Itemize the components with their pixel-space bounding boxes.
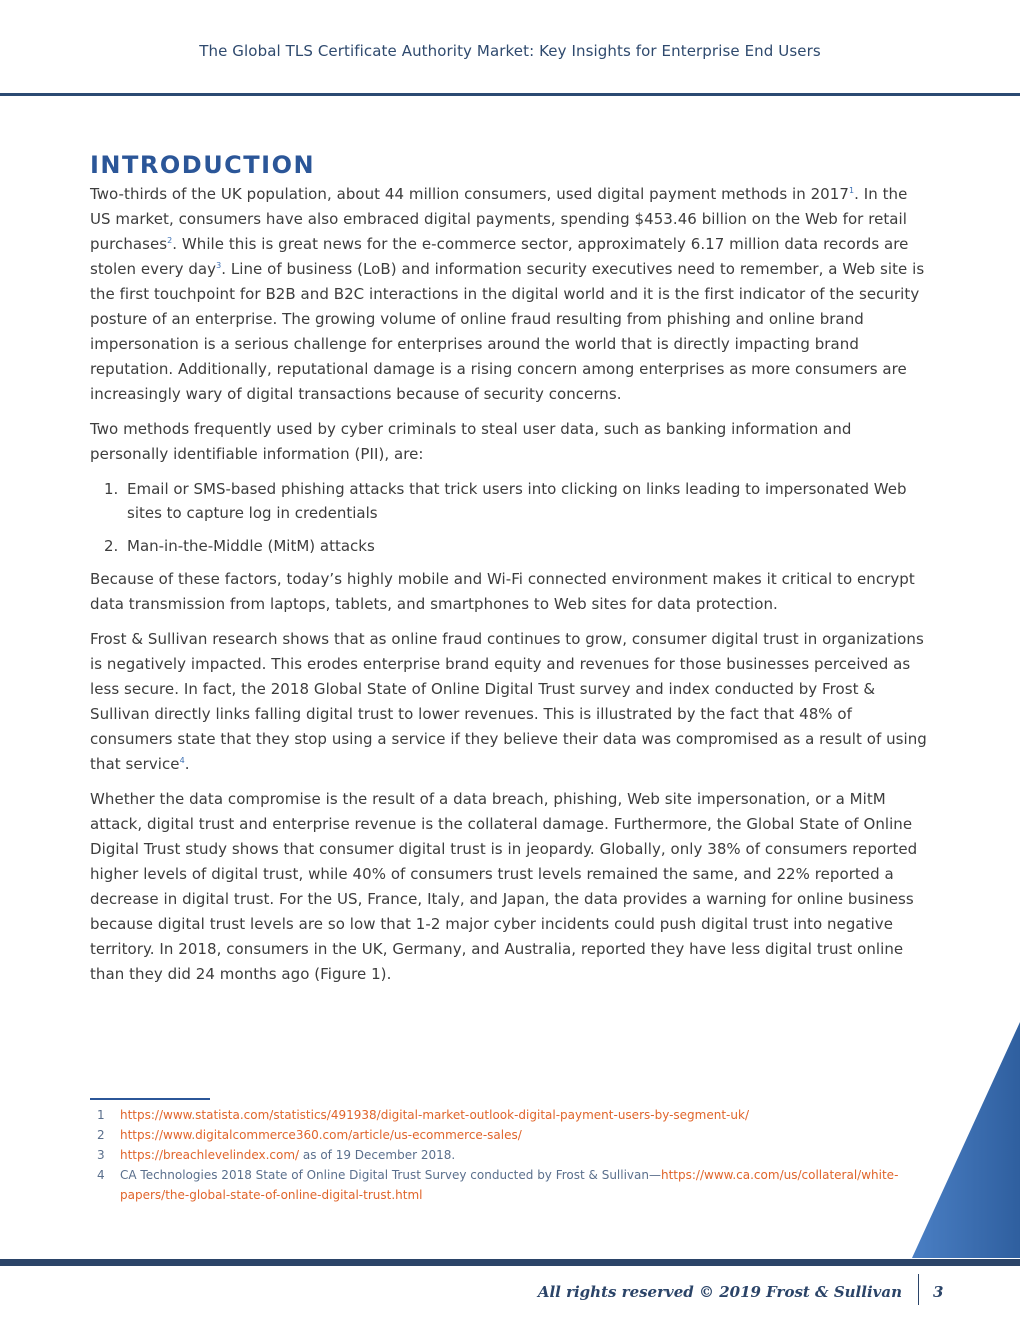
paragraph-text: . In the US market, consumers have also embraced digital payments, spending $453.46 billion on the Web for retail purchases — [90, 185, 908, 253]
footnote-number: 4 — [97, 1168, 105, 1182]
decorative-triangle — [912, 1022, 1020, 1258]
attack-methods-list — [90, 477, 932, 558]
list-item — [90, 477, 932, 525]
footer-divider — [918, 1274, 919, 1305]
document-title: The Global TLS Certificate Authority Market: Key Insights for Enterprise End Users — [199, 42, 821, 60]
footnote-4 — [90, 1165, 930, 1205]
footnote-ref-2[interactable]: 2 — [167, 236, 173, 245]
paragraph-text: . — [184, 755, 190, 773]
footnote-text: CA Technologies 2018 State of Online Digital Trust Survey conducted by Frost & Sullivan— — [120, 1168, 661, 1182]
footnote-divider — [90, 1098, 210, 1100]
footnote-link[interactable]: https://www.digitalcommerce360.com/article/us-ecommerce-sales/ — [120, 1128, 522, 1142]
section-heading: INTRODUCTION — [90, 151, 316, 179]
footnote-2 — [90, 1125, 930, 1145]
footnotes — [90, 1105, 930, 1205]
paragraph-text: . Line of business (LoB) and information security executives need to remember, a Web site is the first touchpoint for B2B and B2C interactions in the digital world and it is the first indicator of the security posture of an enterprise. The growing volume of online fraud resulting from phishing and online brand impersonation is a serious challenge for enterprises around the world that is directly impacting brand reputation. Additionally, reputational damage is a rising concern among enterprises as more consumers are increasingly wary of digital transactions because of security concerns. — [90, 260, 925, 403]
footnote-number: 3 — [97, 1148, 105, 1162]
footnote-link[interactable]: https://www.statista.com/statistics/491938/digital-market-outlook-digital-payment-users-by-segment-uk/ — [120, 1108, 749, 1122]
footnote-number: 2 — [97, 1128, 105, 1142]
footnote-link[interactable]: https://breachlevelindex.com/ — [120, 1148, 300, 1162]
footnote-1 — [90, 1105, 930, 1125]
copyright-notice: All rights reserved © 2019 Frost & Sullivan — [537, 1283, 902, 1301]
footnote-number: 1 — [97, 1108, 105, 1122]
list-number: 1. — [104, 480, 119, 498]
paragraph-text: Two-thirds of the UK population, about 44 million consumers, used digital payment methods in 2017 — [90, 185, 849, 203]
intro-paragraph-2: Two methods frequently used by cyber criminals to steal user data, such as banking information and personally identifiable information (PII), are: — [90, 420, 852, 463]
list-item-text: Man-in-the-Middle (MitM) attacks — [127, 537, 375, 555]
footer-bar — [0, 1259, 1020, 1266]
list-number: 2. — [104, 537, 119, 555]
footnote-3 — [90, 1145, 930, 1165]
intro-paragraph-3: Because of these factors, today’s highly mobile and Wi-Fi connected environment makes it critical to encrypt data transmission from laptops, tablets, and smartphones to Web sites for data protection. — [90, 570, 915, 613]
paragraph-text: Frost & Sullivan research shows that as online fraud continues to grow, consumer digital trust in organizations is negatively impacted. This erodes enterprise brand equity and revenues for those businesses perceived as less secure. In fact, the 2018 Global State of Online Digital Trust survey and index conducted by Frost & Sullivan directly links falling digital trust to lower revenues. This is illustrated by the fact that 48% of consumers state that they stop using a service if they believe their data was compromised as a result of using that service — [90, 630, 927, 773]
list-item-text: Email or SMS-based phishing attacks that trick users into clicking on links leading to impersonated Web sites to capture log in credentials — [127, 480, 907, 522]
intro-paragraph-4 — [90, 627, 932, 777]
main-content — [90, 150, 932, 997]
list-item — [90, 534, 932, 558]
triangle-shape — [912, 1022, 1020, 1258]
footnote-ref-3[interactable]: 3 — [216, 261, 222, 270]
footnote-ref-1[interactable]: 1 — [848, 186, 855, 195]
intro-paragraph-1 — [90, 182, 932, 407]
paragraph-text: . While this is great news for the e-commerce sector, approximately 6.17 million data records are stolen every day — [90, 235, 909, 278]
page-number: 3 — [933, 1283, 944, 1301]
page-header — [0, 0, 1020, 96]
footnote-ref-4[interactable]: 4 — [179, 756, 185, 765]
footnote-link[interactable]: https://www.ca.com/us/collateral/white-papers/the-global-state-of-online-digital-trust.html — [120, 1168, 899, 1202]
intro-paragraph-5: Whether the data compromise is the result of a data breach, phishing, Web site impersonation, or a MitM attack, digital trust and enterprise revenue is the collateral damage. Furthermore, the Global State of Online Digital Trust study shows that consumer digital trust is in jeopardy. Globally, only 38% of consumers reported higher levels of digital trust, while 40% of consumers trust levels remained the same, and 22% reported a decrease in digital trust. For the US, France, Italy, and Japan, the data provides a warning for online business because digital trust levels are so low that 1-2 major cyber incidents could push digital trust into negative territory. In 2018, consumers in the UK, Germany, and Australia, reported they have less digital trust online than they did 24 months ago (Figure 1). — [90, 790, 918, 983]
footnote-text: as of 19 December 2018. — [299, 1148, 456, 1162]
